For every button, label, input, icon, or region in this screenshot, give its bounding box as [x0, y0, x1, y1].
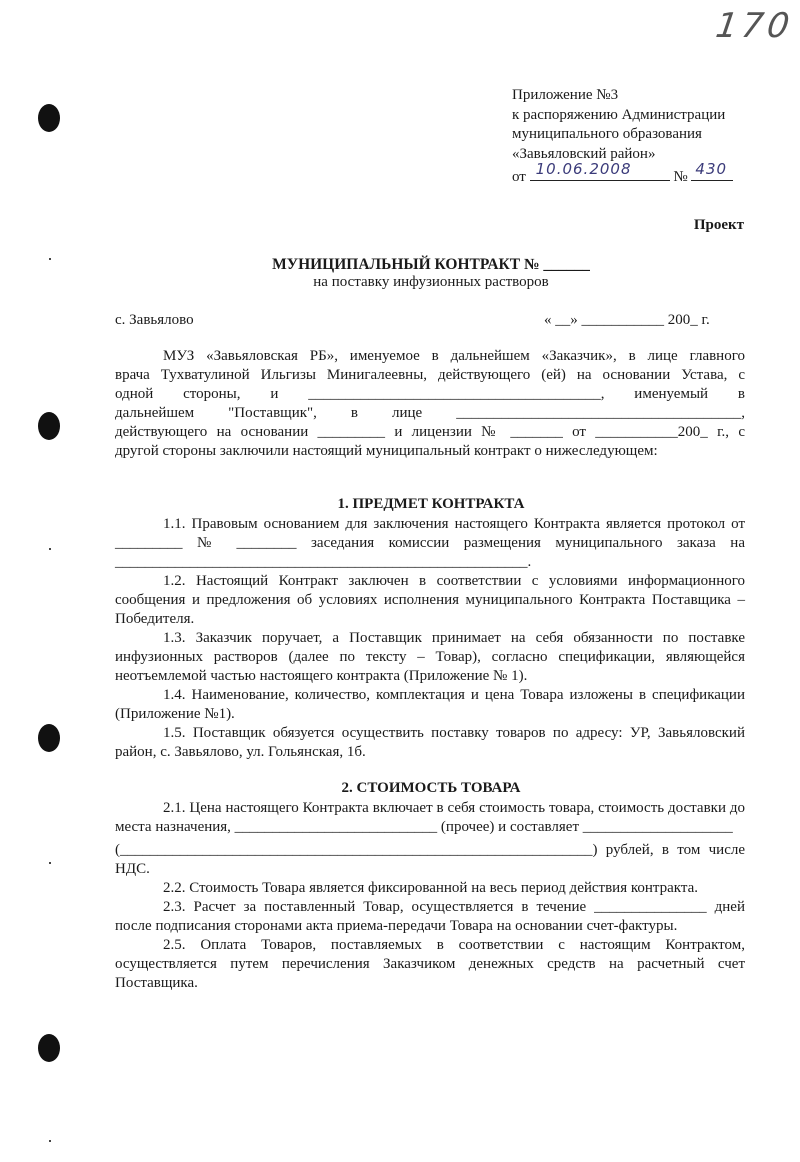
- section-heading-subject: 1. ПРЕДМЕТ КОНТРАКТА: [337, 496, 525, 512]
- appendix-line: Приложение №3: [512, 87, 619, 103]
- date-prefix: от: [512, 169, 526, 185]
- intro-line: МУЗ «Завьяловская РБ», именуемое в дальнейшем «Заказчик», в лице главного: [163, 348, 745, 364]
- contract-title: МУНИЦИПАЛЬНЫЙ КОНТРАКТ № ______: [272, 256, 590, 273]
- clause-2-1-continued: (_______________________________________________________________) рублей, в том числе НДС.: [115, 842, 745, 877]
- appendix-line: муниципального образования: [512, 126, 702, 142]
- appendix-date-line: [512, 160, 733, 188]
- number-underline: [691, 160, 733, 181]
- clause-1-1: 1.1. Правовым основанием для заключения настоящего Контракта является протокол от _________ № ________ заседания комиссии размещения муниципального заказа на _______________________________________________________.: [115, 516, 745, 570]
- number-prefix: №: [673, 169, 688, 185]
- scan-speck: [49, 862, 51, 864]
- clause-2-2: 2.2. Стоимость Товара является фиксированной на весь период действия контракта.: [163, 880, 699, 896]
- section-heading-cost: 2. СТОИМОСТЬ ТОВАРА: [341, 780, 521, 796]
- scan-speck: [49, 548, 51, 550]
- clause-1-3: 1.3. Заказчик поручает, а Поставщик принимает на себя обязанности по поставке инфузионных растворов (далее по тексту – Товар), согласно спецификации, являющейся неотъемлемой частью настоящего контракта (Приложение № 1).: [115, 630, 745, 684]
- clause-2-1: 2.1. Цена настоящего Контракта включает в себя стоимость товара, стоимость доставки до места назначения, ___________________________ (прочее) и составляет ____________________: [115, 800, 745, 835]
- clause-1-4: 1.4. Наименование, количество, комплектация и цена Товара изложены в спецификации (Приложение №1).: [115, 687, 745, 722]
- punch-hole: [38, 1034, 60, 1062]
- intro-line: одной стороны, и _______________________________________, именуемый в: [115, 386, 745, 402]
- scan-speck: [49, 1140, 51, 1142]
- intro-line: другой стороны заключили настоящий муниципальный контракт о нижеследующем:: [115, 443, 658, 459]
- section1-body: [115, 515, 745, 762]
- intro-line: врача Тухватулиной Ильгизы Минигалеевны, действующего (ей) на основании Устава, с: [115, 367, 745, 383]
- date-underline: [530, 160, 670, 181]
- contract-place: с. Завьялово: [115, 312, 194, 328]
- appendix-line: к распоряжению Администрации: [512, 106, 726, 123]
- intro-paragraph: [115, 347, 745, 461]
- contract-subtitle: на поставку инфузионных растворов: [313, 274, 549, 290]
- intro-line: дальнейшем "Поставщик", в лице ______________________________________,: [115, 405, 745, 421]
- draft-label: Проект: [693, 217, 744, 233]
- appendix-block: [512, 86, 733, 188]
- handwritten-number: 430: [695, 160, 728, 178]
- contract-date: « __» ___________ 200_ г.: [544, 312, 710, 328]
- clause-2-3: 2.3. Расчет за поставленный Товар, осуществляется в течение _______________ дней после подписания сторонами акта приема-передачи Товара на основании счет-фактуры.: [115, 899, 745, 934]
- punch-hole: [38, 724, 60, 752]
- handwritten-date: 10.06.2008: [535, 160, 632, 178]
- section2-body: [115, 799, 745, 993]
- clause-1-2: 1.2. Настоящий Контракт заключен в соответствии с условиями информационного сообщения и предложения об условиях исполнения муниципального Контракта Поставщика – Победителя.: [115, 573, 745, 627]
- punch-hole: [38, 412, 60, 440]
- clause-1-5: 1.5. Поставщик обязуется осуществить поставку товаров по адресу: УР, Завьяловский район, с. Завьялово, ул. Гольянская, 1б.: [115, 725, 745, 760]
- appendix-line: «Завьяловский район»: [512, 145, 656, 162]
- clause-2-5: 2.5. Оплата Товаров, поставляемых в соответствии с настоящим Контрактом, осуществляется путем перечисления Заказчиком денежных средств на расчетный счет Поставщика.: [115, 937, 745, 991]
- intro-line: действующего на основании _________ и лицензии № _______ от ___________200_ г., с: [115, 424, 745, 440]
- punch-hole: [38, 104, 60, 132]
- handwritten-page-number: 170: [713, 6, 796, 46]
